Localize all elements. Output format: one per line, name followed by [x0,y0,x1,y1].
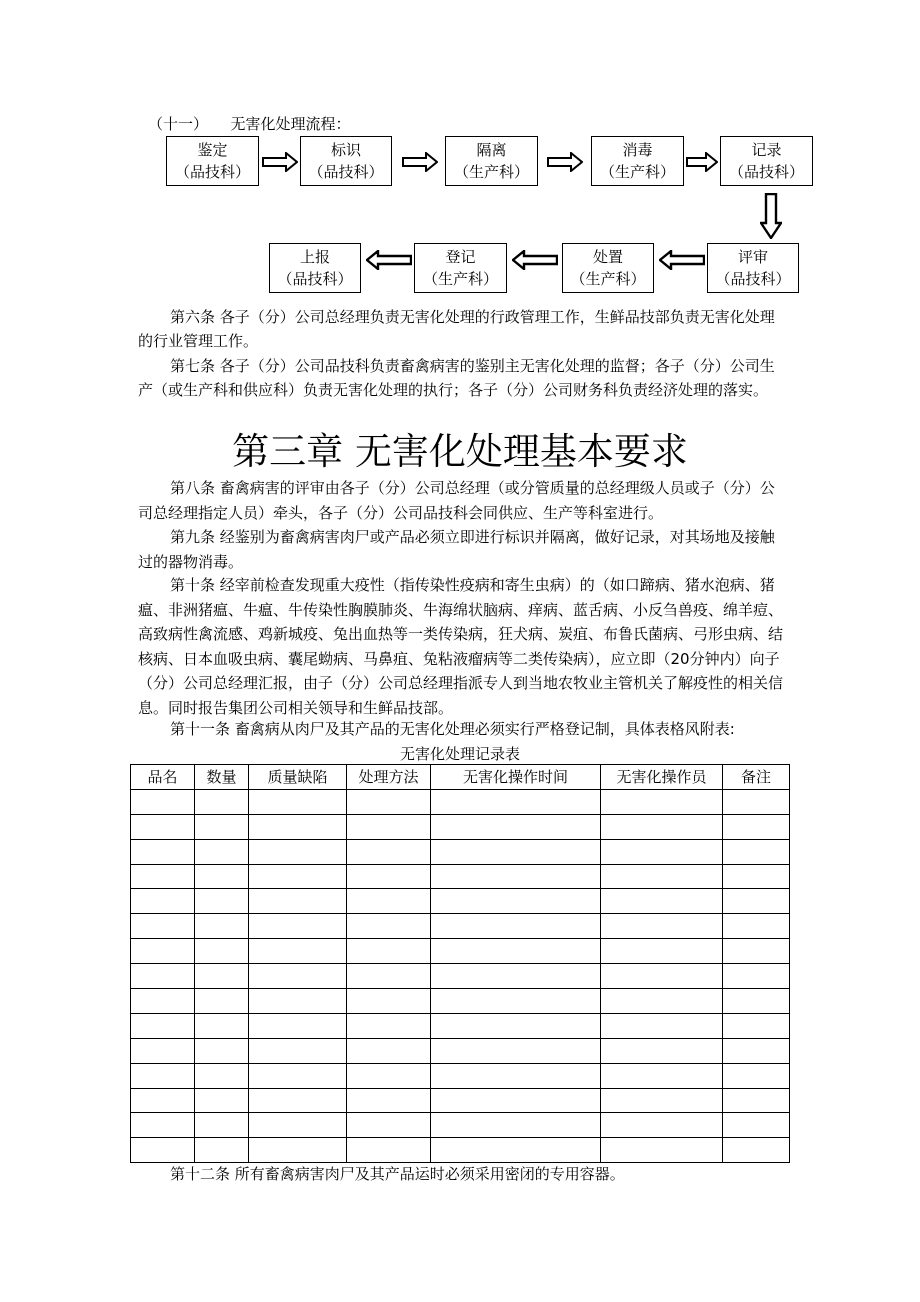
table-cell [249,964,347,989]
table-cell [195,1038,249,1063]
table-cell [249,1113,347,1138]
table-cell [195,814,249,839]
article-12: 第十二条 所有畜禽病害肉尸及其产品运时必须采用密闭的专用容器。 [170,1165,625,1183]
table-cell [601,989,723,1014]
table-cell [249,864,347,889]
flow-step-name: 处置 [592,248,623,266]
table-cell [431,864,601,889]
table-cell [347,964,431,989]
table-cell [723,1038,790,1063]
table-row [131,1088,790,1113]
col-header: 无害化操作时间 [431,765,601,790]
article-10: 第十条 经宰前检查发现重大疫性（指传染性疫病和寄生虫病）的（如口蹄病、猪水泡病、猪瘟、非洲猪瘟、牛瘟、牛传染性胸膜肺炎、牛海绵状脑病、痒病、蓝舌病、小反刍兽疫、绵羊痘、高致病性禽流感、鸡新城疫、兔出血热等一类传染病，狂犬病、炭疽、布鲁氏菌病、弓形虫病、结核病、日本血吸虫病、囊尾蚴病、马鼻疽、兔粘液瘤病等二类传染病），应立即（20分钟内）向子（分）公司总经理汇报，由子（分）公司总经理指派专人到当地农牧业主管机关了解疫性的相关信息。同时报告集团公司相关领导和生鲜品技部。 [138,576,784,717]
flow-step-name: 消毒 [622,141,653,159]
flow-step-review [707,243,799,293]
table-cell [431,889,601,914]
table-row [131,1038,790,1063]
flow-step-dept: （品技科） [715,270,791,288]
table-cell [723,1088,790,1113]
arrow-right-icon [547,152,583,172]
table-cell [347,1138,431,1163]
table-cell [195,914,249,939]
table-cell [195,939,249,964]
flow-step-register [414,243,507,293]
table-cell [249,814,347,839]
arrow-right-icon [262,152,298,172]
table-cell [347,1038,431,1063]
table-cell [249,1013,347,1038]
table-row [131,964,790,989]
arrow-right-icon [686,152,718,172]
table-cell [601,1138,723,1163]
flow-step-disinfect [591,136,684,186]
article-7: 第七条 各子（分）公司品技科负责畜禽病害的鉴别主无害化处理的监督；各子（分）公司生产（或生产科和供应科）负责无害化处理的执行；各子（分）公司财务科负责经济处理的落实。 [138,357,775,399]
table-row [131,864,790,889]
table-cell [131,1063,195,1088]
table-cell [249,989,347,1014]
article-11: 第十一条 畜禽病从肉尸及其产品的无害化处理必须实行严格登记制，具体表格风附表: [170,720,735,738]
table-cell [431,1063,601,1088]
table-cell [249,839,347,864]
arrow-left-icon [512,250,558,270]
table-cell [195,1013,249,1038]
table-row [131,839,790,864]
table-row [131,1063,790,1088]
flow-step-dept: （生产科） [599,163,675,181]
table-cell [347,1113,431,1138]
table-cell [431,964,601,989]
table-cell [601,939,723,964]
record-table [130,764,790,1163]
col-header: 处理方法 [347,765,431,790]
article-6: 第六条 各子（分）公司总经理负责无害化处理的行政管理工作，生鲜品技部负责无害化处理的行业管理工作。 [138,308,775,350]
table-cell [249,1038,347,1063]
table-cell [249,1138,347,1163]
flow-step-dispose [562,243,654,293]
table-cell [195,1113,249,1138]
table-cell [723,789,790,814]
table-title: 无害化处理记录表 [399,745,520,763]
flow-step-name: 评审 [737,248,768,266]
table-cell [723,914,790,939]
table-cell [601,964,723,989]
arrow-left-icon [366,250,412,270]
table-cell [195,864,249,889]
article-9: 第九条 经鉴别为畜禽病害肉尸或产品必须立即进行标识并隔离，做好记录，对其场地及接触过的器物消毒。 [138,528,775,571]
table-cell [131,864,195,889]
col-header: 备注 [723,765,790,790]
table-cell [431,1038,601,1063]
table-cell [601,1088,723,1113]
table-cell [347,1088,431,1113]
table-cell [195,1138,249,1163]
table-row [131,889,790,914]
table-row [131,1138,790,1163]
table-cell [249,889,347,914]
table-cell [131,1113,195,1138]
table-cell [131,839,195,864]
flow-step-name: 鉴定 [197,141,228,159]
table-cell [347,1013,431,1038]
table-cell [249,939,347,964]
table-cell [347,814,431,839]
table-cell [601,1013,723,1038]
flow-step-dept: （生产科） [453,163,529,181]
table-cell [601,839,723,864]
table-cell [131,1138,195,1163]
table-row [131,939,790,964]
table-cell [347,789,431,814]
table-cell [723,1013,790,1038]
flow-step-record [720,136,813,186]
table-cell [195,964,249,989]
table-cell [723,1138,790,1163]
table-cell [195,989,249,1014]
table-cell [195,839,249,864]
table-cell [347,1063,431,1088]
table-cell [347,939,431,964]
flow-step-dept: （品技科） [728,163,804,181]
flow-step-name: 记录 [751,141,782,159]
col-header: 品名 [131,765,195,790]
arrow-right-icon [402,152,438,172]
table-row [131,1013,790,1038]
flow-step-identify [166,136,259,186]
table-cell [723,964,790,989]
table-cell [431,1013,601,1038]
table-cell [131,1088,195,1113]
chapter-heading: 第三章 无害化处理基本要求 [232,430,688,473]
table-cell [431,1113,601,1138]
table-cell [723,839,790,864]
table-cell [723,939,790,964]
table-cell [601,814,723,839]
table-cell [723,1063,790,1088]
table-cell [431,1088,601,1113]
flow-step-name: 隔离 [476,141,507,159]
table-cell [347,914,431,939]
flow-step-dept: （生产科） [570,270,646,288]
table-cell [723,864,790,889]
table-cell [601,789,723,814]
table-cell [601,1113,723,1138]
table-cell [195,1088,249,1113]
table-cell [347,989,431,1014]
table-header-row [131,765,790,790]
table-cell [249,914,347,939]
flow-step-dept: （生产科） [422,270,498,288]
table-cell [131,1013,195,1038]
table-cell [723,1113,790,1138]
table-cell [431,839,601,864]
flow-heading: （十一） 无害化处理流程： [148,115,351,133]
table-cell [601,1038,723,1063]
flow-step-dept: （品技科） [308,163,384,181]
table-cell [347,864,431,889]
article-8: 第八条 畜禽病害的评审由各子（分）公司总经理（或分管质量的总经理级人员或子（分）公司总经理指定人员）牵头，各子（分）公司品技科会同供应、生产等科室进行。 [138,479,775,522]
table-cell [249,789,347,814]
table-cell [131,789,195,814]
table-row [131,989,790,1014]
flow-step-report [269,243,361,293]
table-cell [131,814,195,839]
table-row [131,789,790,814]
flow-step-name: 上报 [299,248,330,266]
table-row [131,914,790,939]
table-cell [601,1063,723,1088]
table-cell [601,864,723,889]
table-cell [431,939,601,964]
table-cell [131,914,195,939]
flow-step-name: 标识 [330,141,361,159]
table-row [131,814,790,839]
col-header: 质量缺陷 [249,765,347,790]
table-cell [723,889,790,914]
table-cell [249,1063,347,1088]
table-cell [195,789,249,814]
table-cell [131,964,195,989]
arrow-down-icon [760,193,782,239]
table-cell [431,789,601,814]
flow-step-isolate [445,136,538,186]
table-cell [347,889,431,914]
arrow-left-icon [659,250,705,270]
table-cell [131,1038,195,1063]
table-cell [347,839,431,864]
table-cell [431,1138,601,1163]
table-cell [431,814,601,839]
flow-step-name: 登记 [445,248,476,266]
table-cell [249,1088,347,1113]
table-cell [431,914,601,939]
table-cell [195,889,249,914]
flow-step-dept: （品技科） [174,163,250,181]
table-cell [723,814,790,839]
flow-step-dept: （品技科） [277,270,353,288]
table-cell [723,989,790,1014]
table-row [131,1113,790,1138]
table-cell [131,889,195,914]
table-cell [431,989,601,1014]
col-header: 无害化操作员 [601,765,723,790]
table-cell [601,889,723,914]
flow-step-mark [300,136,392,186]
col-header: 数量 [195,765,249,790]
table-cell [131,989,195,1014]
table-cell [601,914,723,939]
table-cell [195,1063,249,1088]
table-cell [131,939,195,964]
